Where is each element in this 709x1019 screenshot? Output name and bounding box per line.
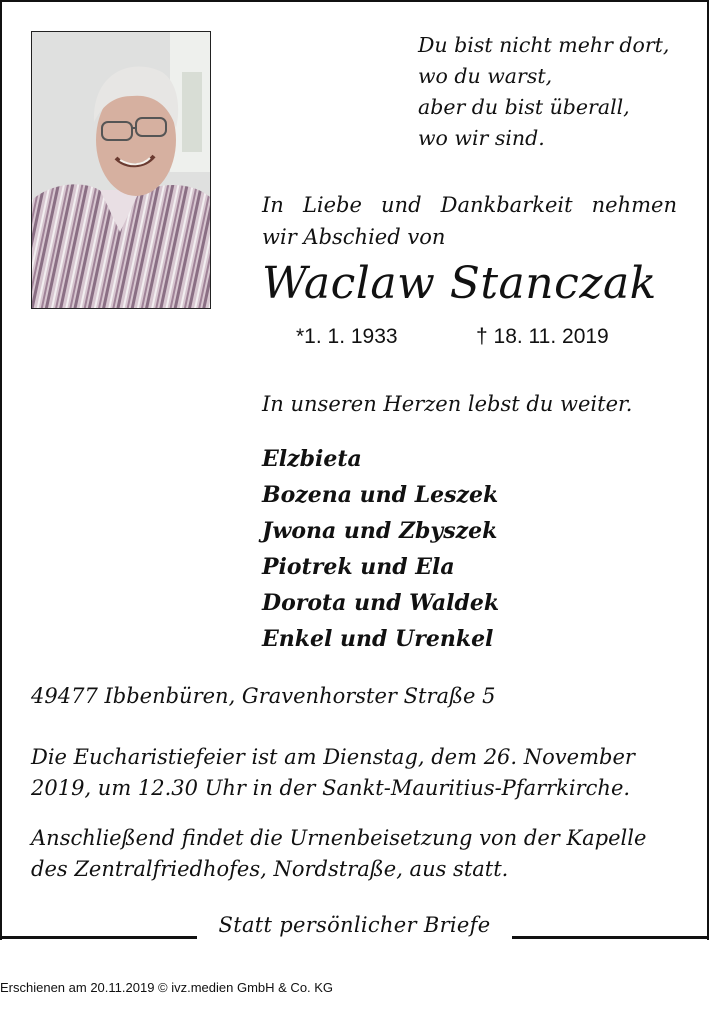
poem-line: wo wir sind. [418, 126, 545, 150]
service-line: Die Eucharistiefeier ist am Dienstag, dem 26. November [31, 745, 635, 769]
life-dates [296, 325, 609, 349]
intro-word: und [381, 193, 422, 217]
death-date: † 18. 11. 2019 [476, 325, 609, 348]
poem-line: wo du warst, [418, 64, 553, 88]
burial-line: Anschließend findet die Urnenbeisetzung von der Kapelle [31, 826, 647, 850]
family-member: Elzbieta [262, 446, 362, 472]
portrait-photo-icon [32, 32, 210, 308]
poem-line: Du bist nicht mehr dort, [418, 33, 670, 57]
intro-line-2: wir Abschied von [262, 225, 446, 249]
family-member: Jwona und Zbyszek [262, 518, 498, 544]
intro-word: Dankbarkeit [440, 193, 573, 217]
intro-line-1 [262, 189, 677, 221]
service-line: 2019, um 12.30 Uhr in der Sankt-Mauritius-Pfarrkirche. [31, 776, 631, 800]
intro-word: nehmen [591, 193, 677, 217]
family-member: Piotrek und Ela [262, 554, 455, 580]
portrait-photo [31, 31, 211, 309]
burial-line: des Zentralfriedhofes, Nordstraße, aus statt. [31, 857, 509, 881]
poem-line: aber du bist überall, [418, 95, 630, 119]
service-info [31, 742, 635, 804]
intro-text [262, 189, 677, 253]
address: 49477 Ibbenbüren, Gravenhorster Straße 5 [31, 684, 496, 708]
intro-word: Liebe [302, 193, 362, 217]
heart-line: In unseren Herzen lebst du weiter. [262, 392, 633, 416]
poem [418, 30, 669, 154]
intro-word: In [262, 193, 284, 217]
footer-note: Statt persönlicher Briefe [218, 913, 491, 937]
family-member: Dorota und Waldek [262, 590, 500, 616]
family-member: Enkel und Urenkel [262, 626, 494, 652]
publication-credit: Erschienen am 20.11.2019 © ivz.medien GmbH & Co. KG [0, 980, 334, 995]
deceased-name: Waclaw Stanczak [262, 258, 657, 309]
burial-info [31, 823, 646, 885]
family-list [262, 441, 499, 657]
family-member: Bozena und Leszek [262, 482, 499, 508]
birth-date: *1. 1. 1933 [296, 325, 398, 348]
